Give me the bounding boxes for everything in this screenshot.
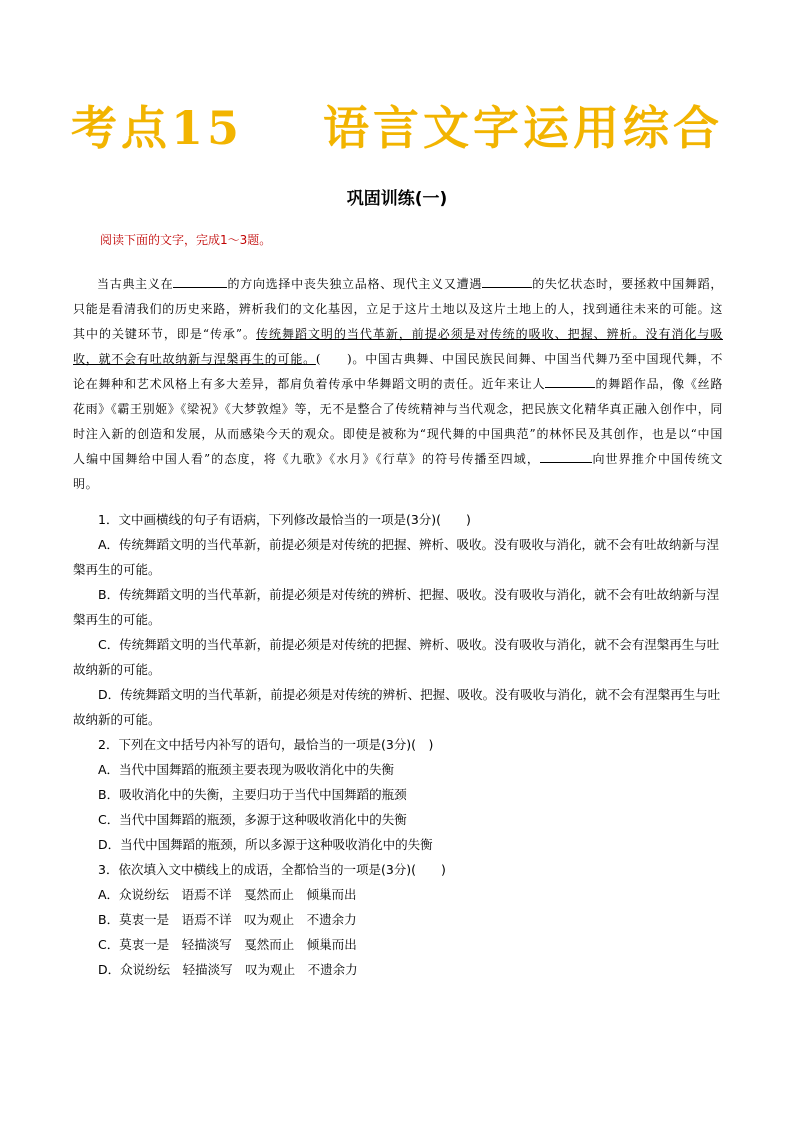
title-topic-number: 考点15 bbox=[70, 101, 243, 155]
passage-text: 当古典主义在 bbox=[97, 277, 174, 291]
question-1-option-c: C．传统舞蹈文明的当代革新，前提必须是对传统的把握、辨析、吸收。没有吸收与消化，就不会有涅槃再生与吐故纳新的可能。 bbox=[73, 637, 720, 677]
passage-text: 的舞蹈作品，像《丝路花雨》《霸王别姬》《梁祝》《大梦敦煌》等，无不是整合了传统精神与当代观念，把民族文化精华真正融入创作中，同时注入新的创造和发展，从而感染今天的观众。即使是被称为“现代舞的中国典范”的林怀民及其创作，也是以“中国人编中国舞给中国人看”的态度，将《九歌》《水月》《行草》的符号传播至四域， bbox=[73, 377, 724, 466]
question-3-option-c: C．莫衷一是 轻描淡写 戛然而止 倾巢而出 bbox=[98, 937, 357, 952]
underlined-sentence: 传统舞蹈文明的当代革新，前提必须是对传统的吸收、把握、辨析。没有消化与吸收，就不会有吐故纳新与涅槃再生的可能。 bbox=[73, 327, 723, 366]
passage-text: 向世界推介中国传统文明。 bbox=[73, 452, 723, 491]
question-1-option-a: A．传统舞蹈文明的当代革新，前提必须是对传统的把握、辨析、吸收。没有吸收与消化，就不会有吐故纳新与涅槃再生的可能。 bbox=[73, 537, 720, 577]
question-2-option-b: B．吸收消化中的失衡，主要归功于当代中国舞蹈的瓶颈 bbox=[98, 787, 407, 802]
question-1-stem: 1．文中画横线的句子有语病，下列修改最恰当的一项是(3分)( ) bbox=[98, 512, 471, 527]
question-2-option-d: D．当代中国舞蹈的瓶颈，所以多源于这种吸收消化中的失衡 bbox=[98, 837, 433, 852]
fill-blank-4 bbox=[540, 448, 592, 463]
question-3-stem: 3．依次填入文中横线上的成语，全都恰当的一项是(3分)( ) bbox=[98, 862, 446, 877]
fill-blank-3 bbox=[545, 373, 595, 388]
passage-text: ( )。中国古典舞、中国民族民间舞、中国当代舞乃至中国现代舞，不论在舞种和艺术风格上有多大差异，都肩负着传承中华舞蹈文明的责任。近年来让人 bbox=[73, 352, 723, 391]
question-2-stem: 2．下列在文中括号内补写的语句，最恰当的一项是(3分)( ) bbox=[98, 737, 434, 752]
question-1-option-d: D．传统舞蹈文明的当代革新，前提必须是对传统的辨析、把握、吸收。没有吸收与消化，就不会有涅槃再生与吐故纳新的可能。 bbox=[73, 687, 721, 727]
reading-instruction: 阅读下面的文字，完成1～3题。 bbox=[100, 233, 272, 247]
question-1-option-b: B．传统舞蹈文明的当代革新，前提必须是对传统的辨析、把握、吸收。没有吸收与消化，就不会有吐故纳新与涅槃再生的可能。 bbox=[73, 587, 720, 627]
page-title bbox=[0, 100, 794, 156]
reading-passage bbox=[73, 272, 723, 497]
question-3-option-a: A．众说纷纭 语焉不详 戛然而止 倾巢而出 bbox=[98, 887, 357, 902]
passage-text: 的失忆状态时，要拯救中国舞蹈，只能是看清我们的历史来路，辨析我们的文化基因，立足于这片土地以及这片土地上的人，找到通往未来的可能。这其中的关键环节，即是“传承”。 bbox=[73, 277, 723, 341]
question-3-option-d: D．众说纷纭 轻描淡写 叹为观止 不遗余力 bbox=[98, 962, 358, 977]
fill-blank-1 bbox=[173, 273, 227, 288]
passage-text: 的方向选择中丧失独立品格、现代主义又遭遇 bbox=[227, 277, 483, 291]
fill-blank-2 bbox=[482, 273, 532, 288]
question-2-option-c: C．当代中国舞蹈的瓶颈，多源于这种吸收消化中的失衡 bbox=[98, 812, 407, 827]
title-topic-name: 语言文字运用综合 bbox=[323, 101, 724, 155]
section-subtitle: 巩固训练(一) bbox=[346, 189, 448, 209]
question-2-option-a: A．当代中国舞蹈的瓶颈主要表现为吸收消化中的失衡 bbox=[98, 762, 395, 777]
question-3-option-b: B．莫衷一是 语焉不详 叹为观止 不遗余力 bbox=[98, 912, 357, 927]
question-list bbox=[73, 507, 723, 982]
